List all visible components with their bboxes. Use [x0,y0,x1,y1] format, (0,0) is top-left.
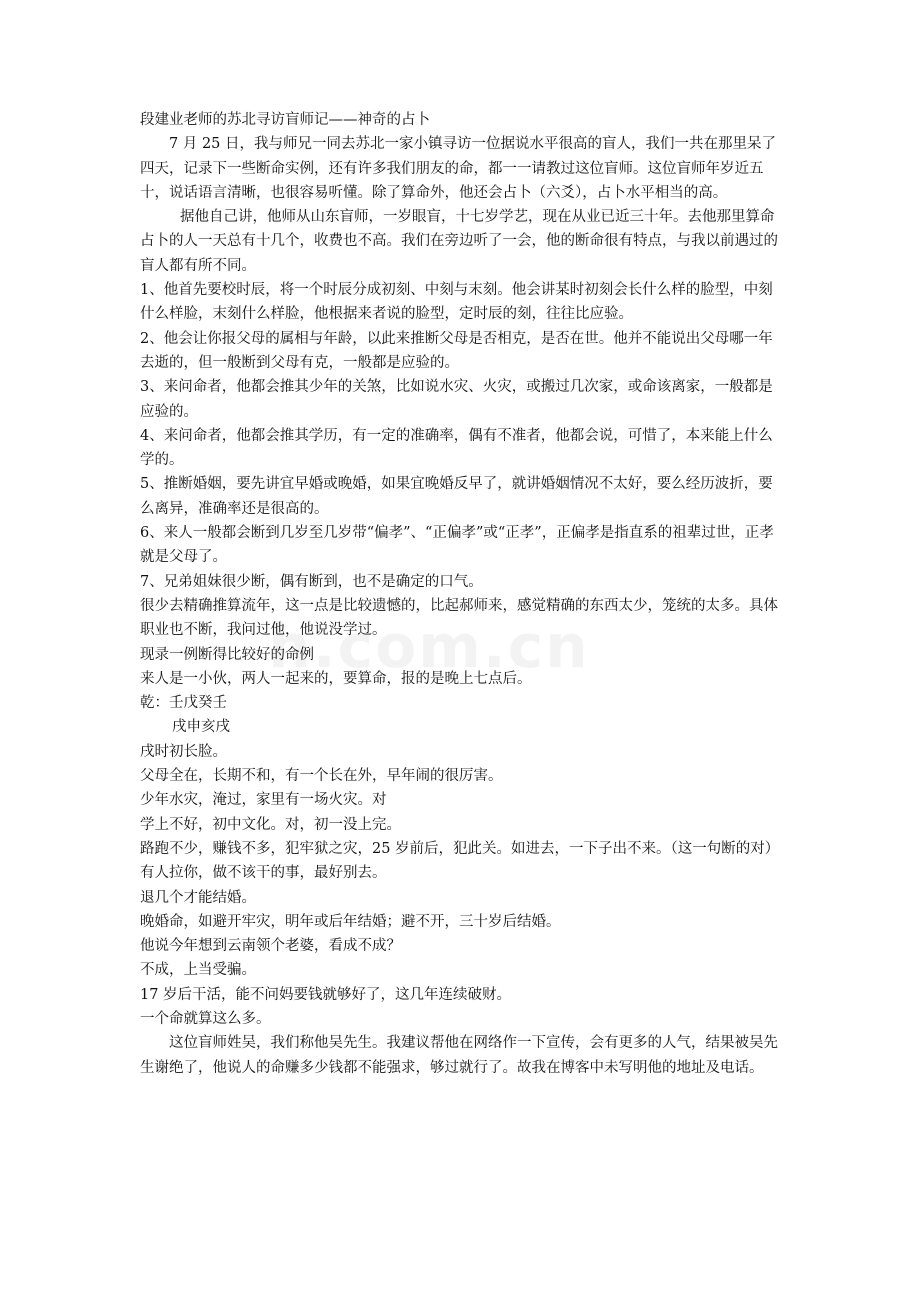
intro-paragraph-1: 7 月 25 日，我与师兄一同去苏北一家小镇寻访一位据说水平很高的盲人，我们一共在那里呆了四天，记录下一些断命实例，还有许多我们朋友的命，都一一请教过这位盲师。这位盲师年岁近五十，说话语言清晰，也很容易听懂。除了算命外，他还会占卜（六爻），占卜水平相当的高。 [140,136,776,201]
feature-item-6: 6、来人一般都会断到几岁至几岁带“偏孝”、“正偏孝”或“正孝”，正偏孝是指直系的祖辈过世，正孝就是父母了。 [140,525,774,566]
feature-item-7: 7、兄弟姐妹很少断，偶有断到，也不是确定的口气。 [140,573,483,590]
reading-line: 少年水灾，淹过，家里有一场火灾。对 [140,792,387,809]
feature-item-3: 3、来问命者，他都会推其少年的关煞，比如说水灾、火灾，或搬过几次家，或命该离家，一般都是应验的。 [140,379,773,420]
reading-line: 有人拉你，做不该干的事，最好别去。 [140,865,387,882]
feature-item-1: 1、他首先要校时辰，将一个时辰分成初刻、中刻与末刻。他会讲某时初刻会长什么样的脸型，中刻什么样脸，末刻什么样脸，他根据来者说的脸型，定时辰的刻，往往比应验。 [140,282,773,323]
birth-chart-line-2: 戌申亥戌 [172,719,230,736]
note-paragraph: 很少去精确推算流年，这一点是比较遗憾的，比起郝师来，感觉精确的东西太少，笼统的太多。具体职业也不断，我问过他，他说没学过。 [140,597,778,639]
case-intro-line: 现录一例断得比较好的命例 [140,646,314,663]
reading-line: 父母全在，长期不和，有一个长在外，早年闹的很厉害。 [140,768,503,785]
reading-line: 17 岁后干活，能不问妈要钱就够好了，这几年连续破财。 [140,986,512,1003]
document-body [140,108,785,1080]
document-title: 段建业老师的苏北寻访盲师记——神奇的占卜 [140,112,430,128]
reading-line: 路跑不少，赚钱不多，犯牢狱之灾，25 岁前后，犯此关。如进去，一下子出不来。（这一句断的对） [140,840,780,857]
case-visitor-line: 来人是一小伙，两人一起来的，要算命，报的是晚上七点后。 [140,670,532,687]
reading-line: 学上不好，初中文化。对，初一没上完。 [140,816,401,833]
reading-line: 戌时初长脸。 [140,743,227,760]
reading-line: 一个命就算这么多。 [140,1010,271,1027]
reading-line: 不成，上当受骗。 [140,962,256,979]
reading-line: 退几个才能结婚。 [140,889,256,906]
feature-item-2: 2、他会让你报父母的属相与年龄，以此来推断父母是否相克，是否在世。他并不能说出父母哪一年去逝的，但一般断到父母有克，一般都是应验的。 [140,330,773,371]
feature-item-5: 5、推断婚姻，要先讲宜早婚或晚婚，如果宜晚婚反早了，就讲婚姻情况不太好，要么经历波折，要么离异，准确率还是很高的。 [140,476,773,517]
reading-line: 晚婚命，如避开牢灾，明年或后年结婚；避不开，三十岁后结婚。 [140,913,561,930]
reading-line: 他说今年想到云南领个老婆，看成不成？ [140,938,401,955]
closing-paragraph: 这位盲师姓吴，我们称他吴先生。我建议帮他在网络作一下宣传，会有更多的人气，结果被吴先生谢绝了，他说人的命赚多少钱都不能强求，够过就行了。故我在博客中未写明他的地址及电话。 [140,1035,778,1076]
birth-chart-line-1: 乾：壬戊癸壬 [140,695,227,712]
feature-item-4: 4、来问命者，他都会推其学历，有一定的准确率，偶有不准者，他都会说，可惜了，本来能上什么学的。 [140,427,773,469]
intro-paragraph-2: 据他自己讲，他师从山东盲师，一岁眼盲，十七岁学艺，现在从业已近三十年。去他那里算命占卜的人一天总有十几个，收费也不高。我们在旁边听了一会，他的断命很有特点，与我以前遇过的盲人都有所不同。 [140,209,778,274]
